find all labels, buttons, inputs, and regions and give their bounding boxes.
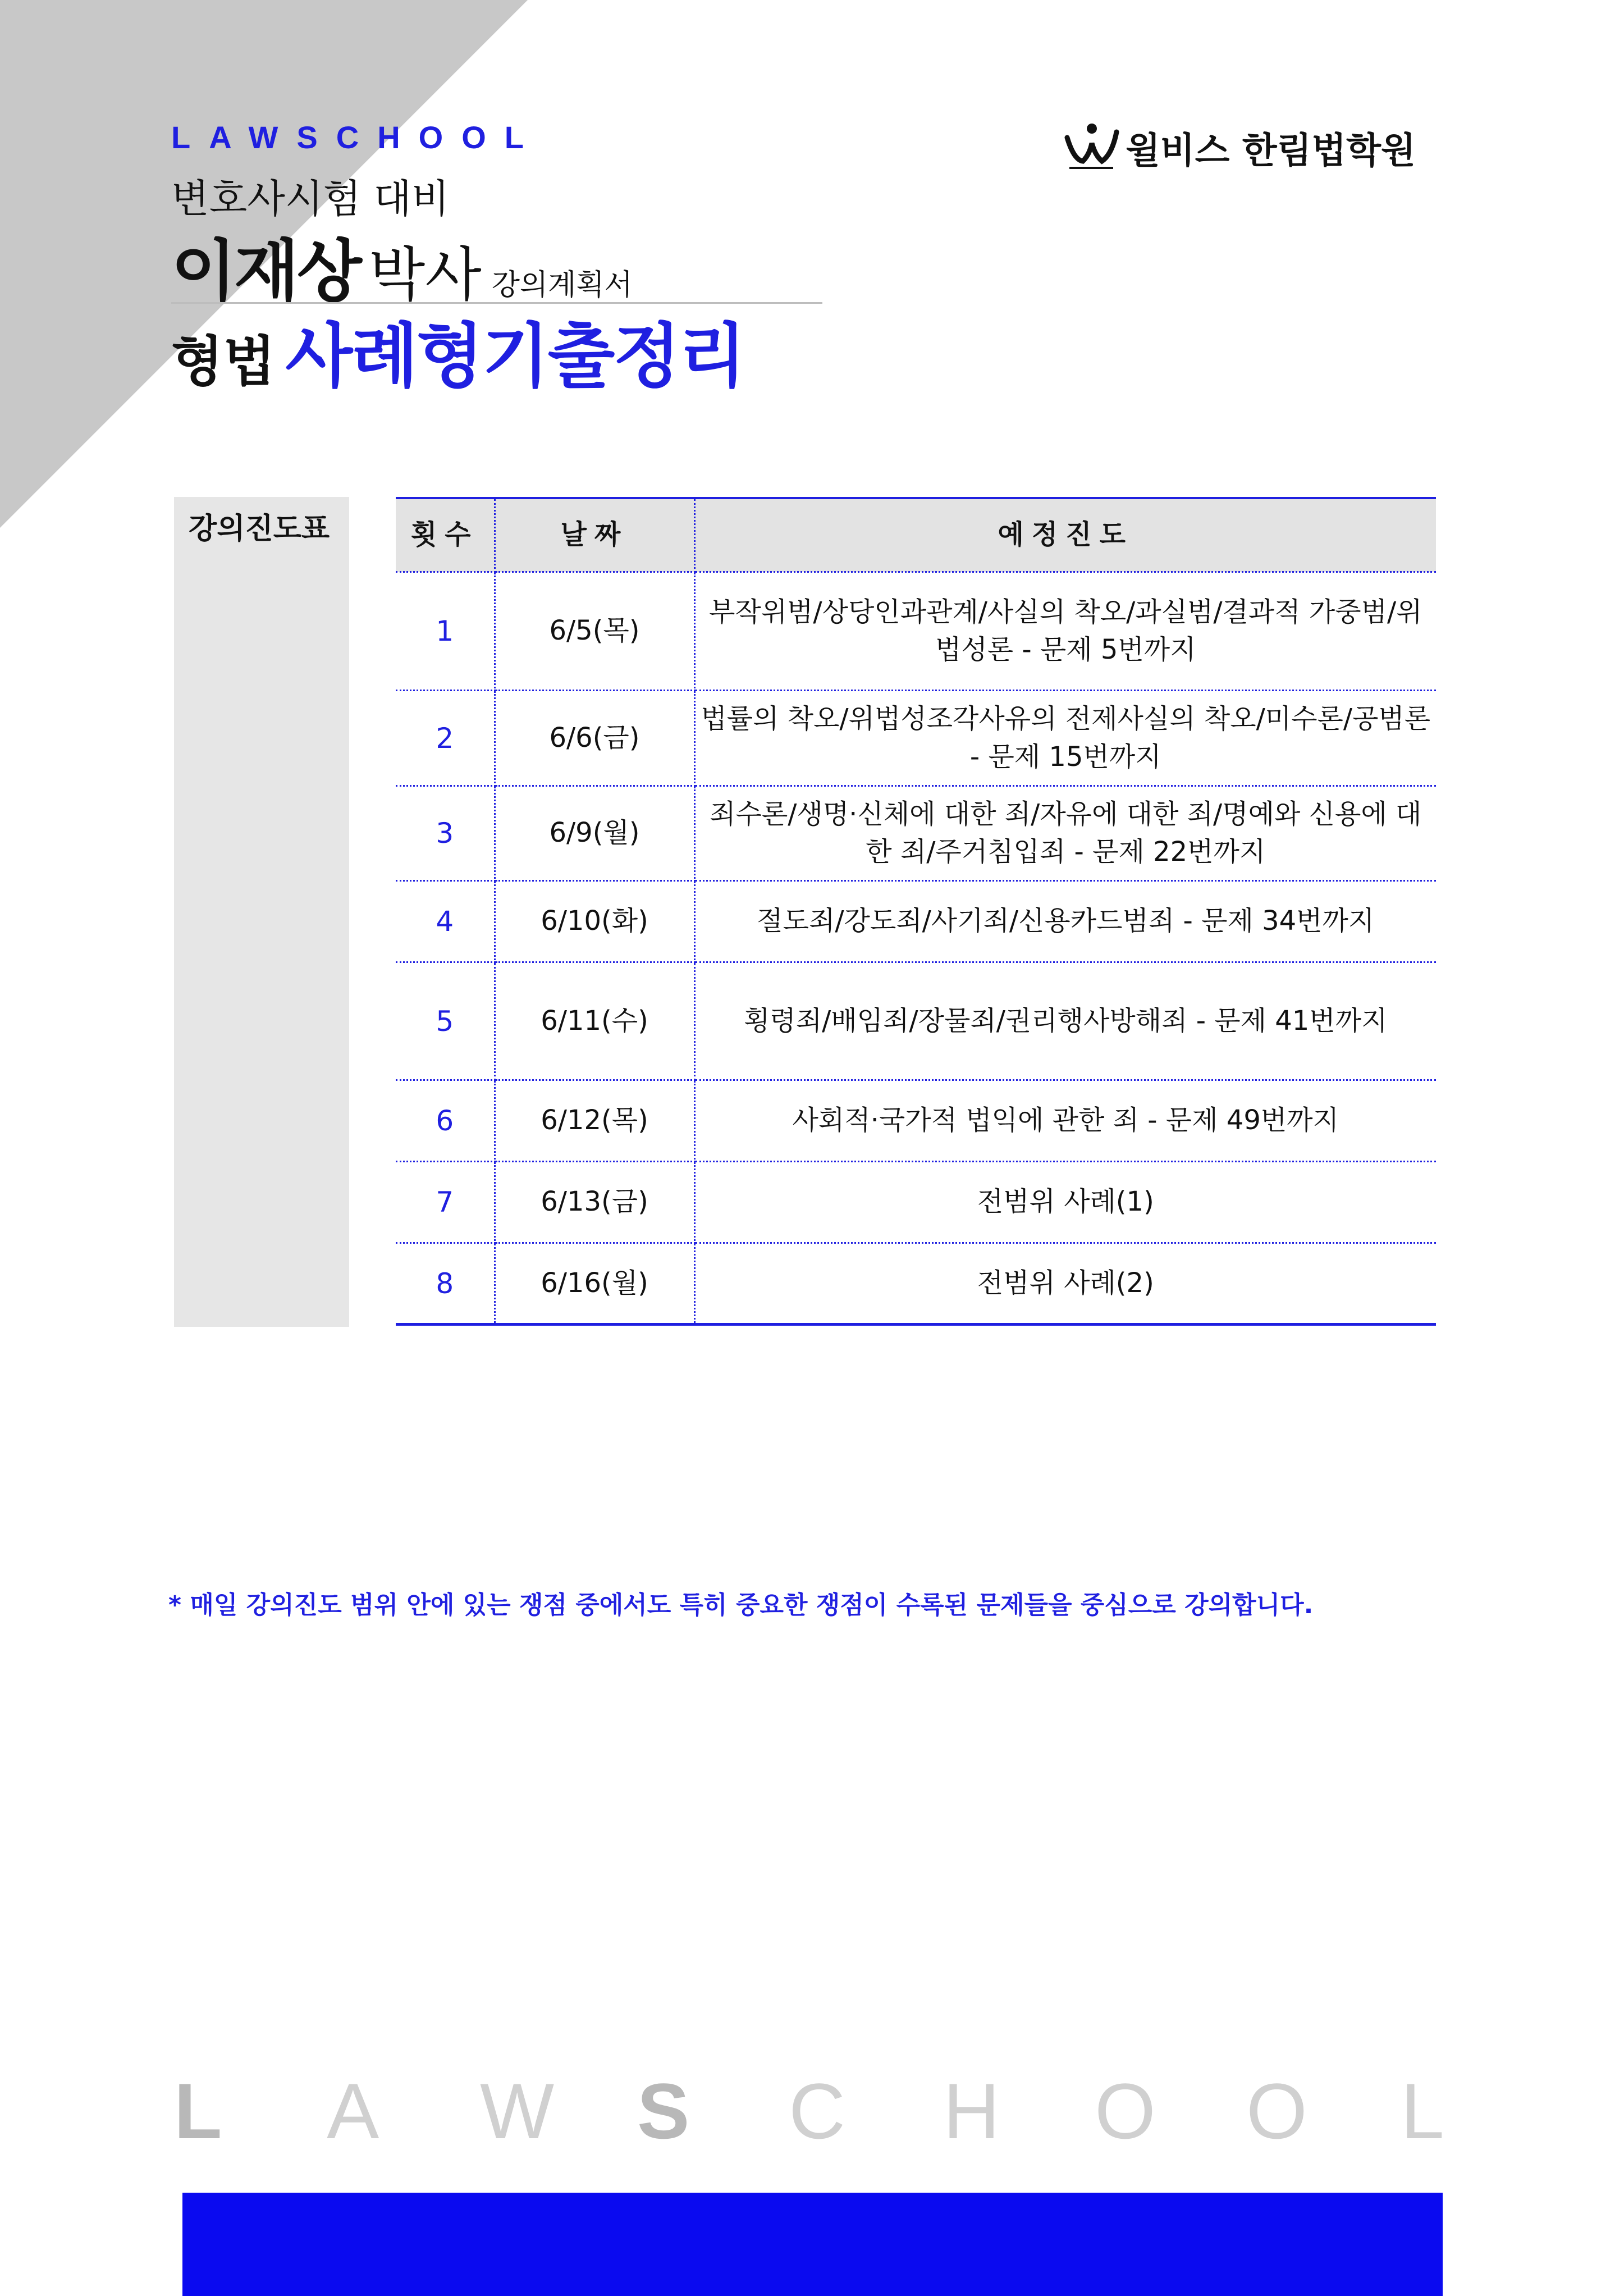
session-content: 전범위 사례(2) [694, 1243, 1436, 1325]
session-date: 6/11(수) [495, 962, 694, 1080]
session-number: 8 [396, 1243, 495, 1325]
table-row [396, 691, 1436, 786]
session-date: 6/16(월) [495, 1243, 694, 1325]
footer-bar [182, 2193, 1443, 2296]
session-number: 2 [396, 691, 495, 786]
header-progress: 예정진도 [694, 498, 1436, 572]
table-row [396, 1243, 1436, 1325]
session-content: 횡령죄/배임죄/장물죄/권리행사방해죄 - 문제 41번까지 [694, 962, 1436, 1080]
subject-name: 형법 [171, 330, 276, 393]
footer-letter: O [1246, 2067, 1307, 2155]
table-header-row [396, 498, 1436, 572]
session-content: 부작위범/상당인과관계/사실의 착오/과실범/결과적 가중범/위법성론 - 문제 5번까지 [694, 572, 1436, 691]
session-date: 6/6(금) [495, 691, 694, 786]
session-content: 사회적·국가적 법익에 관한 죄 - 문제 49번까지 [694, 1080, 1436, 1162]
session-date: 6/5(목) [495, 572, 694, 691]
session-date: 6/13(금) [495, 1162, 694, 1243]
session-date: 6/12(목) [495, 1080, 694, 1162]
exam-subtitle: 변호사시험 대비 [171, 176, 450, 222]
brand-label: LAWSCHOOL [171, 120, 542, 155]
session-content: 전범위 사례(1) [694, 1162, 1436, 1243]
session-content: 절도죄/강도죄/사기죄/신용카드범죄 - 문제 34번까지 [694, 881, 1436, 962]
footer-letter: S [637, 2067, 690, 2155]
table-row [396, 1162, 1436, 1243]
session-content: 법률의 착오/위법성조각사유의 전제사실의 착오/미수론/공범론 - 문제 15번까지 [694, 691, 1436, 786]
table-row [396, 572, 1436, 691]
academy-name: 윌비스 한림법학원 [1126, 130, 1416, 172]
course-line [171, 300, 744, 400]
side-panel [174, 497, 349, 1327]
lecturer-name: 이재상 [171, 233, 360, 311]
session-number: 4 [396, 881, 495, 962]
schedule-label: 강의진도표 [189, 512, 330, 546]
session-number: 5 [396, 962, 495, 1080]
schedule-table [396, 497, 1436, 1326]
document-type: 강의계획서 [491, 268, 633, 302]
session-date: 6/9(월) [495, 786, 694, 881]
table-row [396, 962, 1436, 1080]
footer-brand [174, 2067, 1448, 2155]
footer-letter: W [480, 2067, 555, 2155]
session-date: 6/10(화) [495, 881, 694, 962]
session-number: 7 [396, 1162, 495, 1243]
session-number: 6 [396, 1080, 495, 1162]
table-row [396, 1080, 1436, 1162]
session-number: 3 [396, 786, 495, 881]
footer-letter: L [174, 2067, 222, 2155]
table-row [396, 881, 1436, 962]
lecture-note: * 매일 강의진도 범위 안에 있는 쟁점 중에서도 특히 중요한 쟁점이 수록된 문제들을 중심으로 강의합니다. [168, 1591, 1314, 1619]
footer-letter: L [1401, 2067, 1444, 2155]
course-name: 사례형기출정리 [285, 316, 744, 397]
footer-letter: H [943, 2067, 1000, 2155]
session-number: 1 [396, 572, 495, 691]
footer-letter: O [1095, 2067, 1156, 2155]
footer-letter: C [789, 2067, 846, 2155]
header-date: 날짜 [495, 498, 694, 572]
table-row [396, 786, 1436, 881]
header-session: 횟수 [396, 498, 495, 572]
willbes-logo-icon [1064, 121, 1120, 171]
session-content: 죄수론/생명·신체에 대한 죄/자유에 대한 죄/명예와 신용에 대한 죄/주거침입죄 - 문제 22번까지 [694, 786, 1436, 881]
footer-letter: A [327, 2067, 379, 2155]
lecturer-title: 박사 [368, 240, 482, 309]
